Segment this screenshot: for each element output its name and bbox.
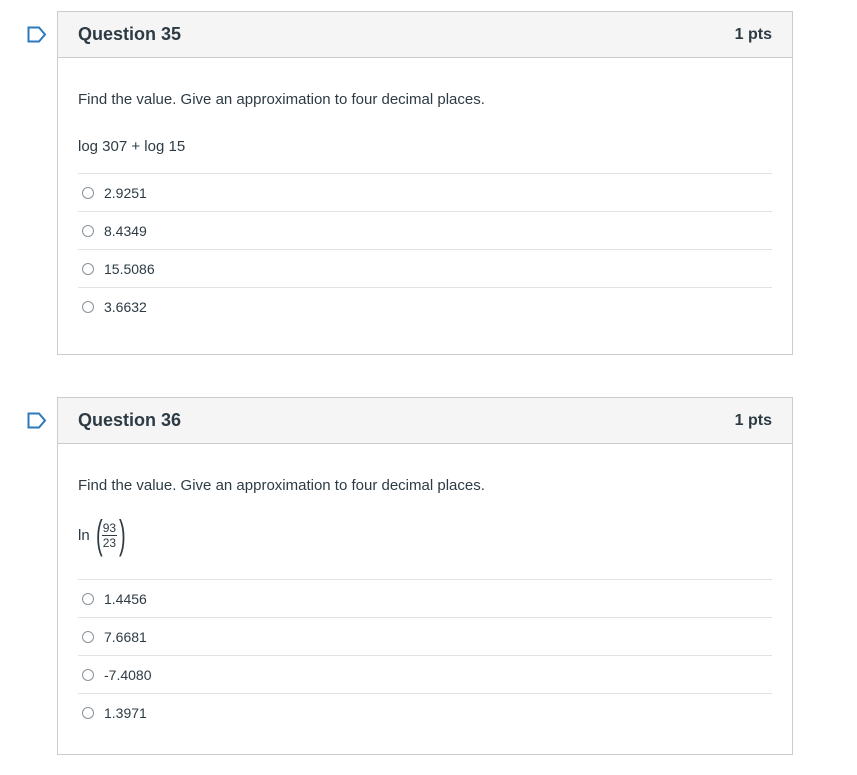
- flag-question-icon[interactable]: [27, 26, 47, 43]
- flag-question-icon[interactable]: [27, 412, 47, 429]
- answer-label: 2.9251: [104, 184, 147, 201]
- question-body: [58, 477, 792, 731]
- question-body: [58, 91, 792, 325]
- question-title: Question 35: [78, 24, 182, 44]
- answer-option[interactable]: [78, 288, 772, 325]
- answer-label: 7.6681: [104, 628, 147, 645]
- answer-list: [78, 579, 772, 731]
- question-36-card: [57, 397, 793, 755]
- question-prompt: Find the value. Give an approximation to four decimal places.: [78, 477, 485, 494]
- question-35-card: [57, 11, 793, 355]
- radio-button-icon[interactable]: [82, 225, 94, 237]
- answer-option[interactable]: [78, 656, 772, 694]
- answer-list: [78, 173, 772, 325]
- question-prompt: Find the value. Give an approximation to four decimal places.: [78, 91, 485, 108]
- answer-option[interactable]: [78, 618, 772, 656]
- answer-option[interactable]: [78, 580, 772, 618]
- question-expression: log 307 + log 15: [78, 138, 186, 155]
- answer-option[interactable]: [78, 250, 772, 288]
- right-paren: ): [119, 513, 126, 557]
- question-points: 1 pts: [734, 411, 772, 429]
- radio-button-icon[interactable]: [82, 669, 94, 681]
- radio-button-icon[interactable]: [82, 631, 94, 643]
- question-expression: [78, 515, 772, 555]
- answer-label: 1.3971: [104, 704, 147, 721]
- answer-option[interactable]: [78, 174, 772, 212]
- numerator: 93: [102, 520, 117, 535]
- radio-button-icon[interactable]: [82, 593, 94, 605]
- function-name: ln: [78, 526, 90, 544]
- denominator: 23: [102, 535, 117, 550]
- answer-label: 1.4456: [104, 590, 147, 607]
- radio-button-icon[interactable]: [82, 707, 94, 719]
- left-paren: (: [95, 513, 103, 557]
- radio-button-icon[interactable]: [82, 263, 94, 275]
- radio-button-icon[interactable]: [82, 187, 94, 199]
- answer-label: -7.4080: [104, 666, 152, 683]
- question-title: Question 36: [78, 410, 182, 430]
- fraction-group: [94, 515, 125, 555]
- fraction: [102, 521, 117, 550]
- answer-option[interactable]: [78, 212, 772, 250]
- question-points: 1 pts: [734, 25, 772, 43]
- answer-label: 8.4349: [104, 222, 147, 239]
- question-header: [58, 12, 792, 58]
- question-header: [58, 398, 792, 444]
- answer-label: 15.5086: [104, 260, 155, 277]
- answer-option[interactable]: [78, 694, 772, 731]
- radio-button-icon[interactable]: [82, 301, 94, 313]
- answer-label: 3.6632: [104, 298, 147, 315]
